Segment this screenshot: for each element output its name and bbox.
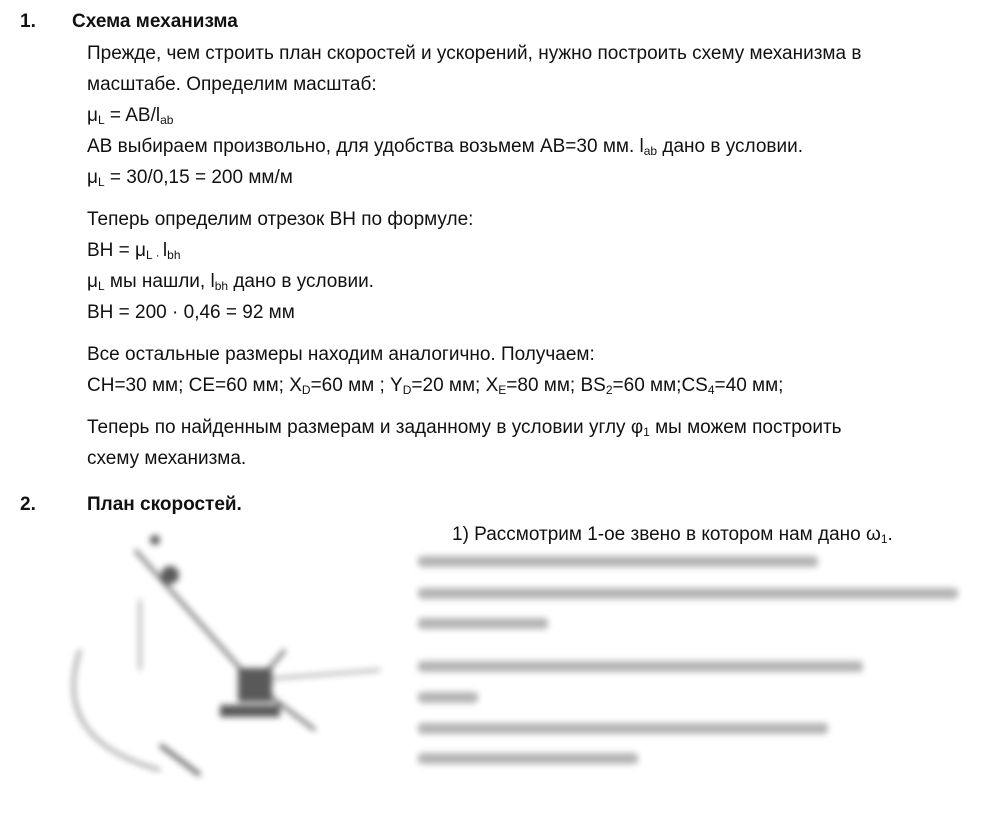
formula-scale: $\mu_L = AB/l_{ab}$ (87, 105, 174, 127)
arrow-line (160, 745, 200, 775)
dimensions-list: CH=30 мм; CE=60 мм; $X_D=60$ мм ; $Y_D=20$ мм; $X_E=80$ мм; $BS_2=60$ $мм;CS_4=40$ мм; (87, 375, 784, 397)
section-number: 2. (20, 494, 36, 515)
slider-block (238, 668, 272, 702)
paragraph-line: схему механизма. (87, 448, 247, 469)
paragraph-line: $\mu_L$ мы нашли, $l_{bh}$ дано в условии. (87, 271, 374, 293)
paragraph-line: AB выбираем произвольно, для удобства возьмем AB=30 мм. $l_{ab}$ дано в условии. (87, 136, 803, 158)
formula-bh: BH = $\mu_{L \cdot}$ $l_{bh}$ (87, 240, 181, 262)
paragraph-line: Все остальные размеры находим аналогично. Получаем: (87, 344, 595, 365)
ground-support (220, 705, 280, 717)
paragraph-line: Прежде, чем строить план скоростей и ускорений, нужно построить схему механизма в (87, 43, 862, 64)
angle-arc (74, 650, 160, 770)
joint-circle (161, 566, 179, 584)
section-number: 1. (20, 11, 36, 32)
section-title: Схема механизма (72, 11, 238, 32)
mechanism-diagram (40, 520, 400, 820)
list-item: 1) Рассмотрим 1-ое звено в котором нам дано $\omega_1$. (452, 524, 893, 546)
guide-line (255, 670, 380, 680)
formula-scale-value: $\mu_L = 30/0,15 = 200$ мм/м (87, 167, 293, 189)
paragraph-line: масштабе. Определим масштаб: (87, 74, 377, 95)
joint-circle (150, 535, 160, 545)
link-line (135, 550, 255, 685)
paragraph-line: Теперь по найденным размерам и заданному в условии углу $\varphi_1$ мы можем построить (87, 417, 842, 439)
paragraph-line: Теперь определим отрезок BH по формуле: (87, 209, 474, 230)
formula-bh-value: BH = 200 · 0,46 = 92 мм (87, 302, 295, 323)
section-title: План скоростей. (87, 494, 242, 515)
